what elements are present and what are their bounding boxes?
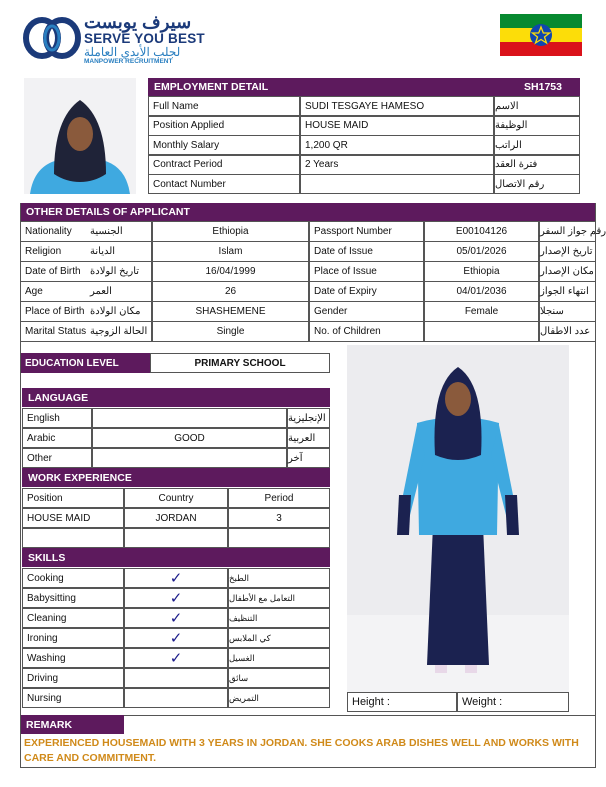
language-label-arabic: الإنجليزية <box>287 408 330 428</box>
other-value-2: Ethiopia <box>424 261 539 282</box>
skill-label-arabic: التنظيف <box>228 608 330 628</box>
other-label-arabic: الجنسية <box>90 221 152 242</box>
checkmark-icon: ✓ <box>169 610 183 627</box>
skill-label: Washing <box>22 648 124 668</box>
employment-label-arabic: فترة العقد <box>494 155 580 175</box>
employment-value <box>300 174 494 194</box>
employment-value: 1,200 QR <box>300 135 494 155</box>
checkmark-icon: ✓ <box>169 650 183 667</box>
skill-label: Cleaning <box>22 608 124 628</box>
employment-value: 2 Years <box>300 155 494 175</box>
skill-label: Ironing <box>22 628 124 648</box>
remark-text: EXPERIENCED HOUSEMAID WITH 3 YEARS IN JORDAN. SHE COOKS ARAB DISHES WELL AND WORKS WITH CARE AND COMMITMENT. <box>24 737 579 764</box>
skill-label-arabic: كي الملابس <box>228 628 330 648</box>
remark-title: REMARK <box>26 718 73 731</box>
other-label-arabic: العمر <box>90 281 152 302</box>
other-label-2-arabic: مكان الإصدار <box>539 261 596 282</box>
other-label-2-arabic: انتهاء الجواز <box>539 281 596 302</box>
work-experience-title: WORK EXPERIENCE <box>28 471 132 484</box>
other-value-2: E00104126 <box>424 221 539 242</box>
checkmark-icon: ✓ <box>169 590 183 607</box>
employment-label: Full Name <box>148 96 300 116</box>
checkmark-icon: ✓ <box>169 570 183 587</box>
other-value: 16/04/1999 <box>152 261 309 282</box>
other-label-arabic: الديانة <box>90 241 152 262</box>
education-level-value: PRIMARY SCHOOL <box>150 353 330 373</box>
other-value-2: 05/01/2026 <box>424 241 539 262</box>
other-label: Place of Birth <box>20 301 90 322</box>
logo-mark-icon <box>22 12 82 64</box>
other-label-2-arabic: تاريخ الإصدار <box>539 241 596 262</box>
employment-label-arabic: رقم الاتصال <box>494 174 580 194</box>
company-logo <box>22 12 212 67</box>
other-label-2-arabic: سنجلا <box>539 301 596 322</box>
height-field: Height : <box>347 692 457 712</box>
other-label: Religion <box>20 241 90 262</box>
employment-value: HOUSE MAID <box>300 116 494 136</box>
other-label: Date of Birth <box>20 261 90 282</box>
other-label-arabic: الحالة الزوجية <box>90 321 152 342</box>
language-label: Arabic <box>22 428 92 448</box>
other-label-2: No. of Children <box>309 321 424 342</box>
other-details-title: OTHER DETAILS OF APPLICANT <box>26 206 190 218</box>
skill-label-arabic: التمريض <box>228 688 330 708</box>
logo-subtitle: MANPOWER RECRUITMENT <box>84 58 173 65</box>
employment-detail-title: EMPLOYMENT DETAIL <box>154 81 269 93</box>
language-level: GOOD <box>92 428 287 448</box>
employment-label: Position Applied <box>148 116 300 136</box>
work-cell: HOUSE MAID <box>22 508 124 528</box>
ethiopia-flag-icon <box>500 14 582 56</box>
other-label-arabic: مكان الولادة <box>90 301 152 322</box>
checkmark-icon: ✓ <box>169 630 183 647</box>
employment-detail-header <box>148 78 580 96</box>
other-value-2: 04/01/2036 <box>424 281 539 302</box>
weight-field: Weight : <box>457 692 569 712</box>
work-cell: 3 <box>228 508 330 528</box>
other-label-2-arabic: عدد الاطفال <box>539 321 596 342</box>
other-label-2: Passport Number <box>309 221 424 242</box>
other-label-2: Date of Issue <box>309 241 424 262</box>
skill-label-arabic: التعامل مع الأطفال <box>228 588 330 608</box>
language-label-arabic: آخر <box>287 448 330 468</box>
language-title: LANGUAGE <box>28 391 89 404</box>
work-column-header: Period <box>228 488 330 508</box>
other-value: 26 <box>152 281 309 302</box>
skill-label: Babysitting <box>22 588 124 608</box>
skill-label-arabic: سائق <box>228 668 330 688</box>
employment-value: SUDI TESGAYE HAMESO <box>300 96 494 116</box>
logo-arabic: سيرف يوبست <box>84 12 192 32</box>
work-column-header: Position <box>22 488 124 508</box>
other-label-2: Place of Issue <box>309 261 424 282</box>
language-label: English <box>22 408 92 428</box>
other-value-2: Female <box>424 301 539 322</box>
language-label: Other <box>22 448 92 468</box>
work-cell: JORDAN <box>124 508 228 528</box>
reference-code: SH1753 <box>524 81 562 93</box>
skill-label: Driving <box>22 668 124 688</box>
employment-label-arabic: الوظيفة <box>494 116 580 136</box>
other-label: Marital Status <box>20 321 90 342</box>
other-label-arabic: تاريخ الولادة <box>90 261 152 282</box>
logo-arabic-sub: لجلب الأيدي العاملة <box>84 45 181 59</box>
other-label-2: Date of Expiry <box>309 281 424 302</box>
skill-label-arabic: الغسيل <box>228 648 330 668</box>
employment-label: Contact Number <box>148 174 300 194</box>
employment-label-arabic: الاسم <box>494 96 580 116</box>
skill-label-arabic: الطبخ <box>228 568 330 588</box>
work-column-header: Country <box>124 488 228 508</box>
employment-label: Contract Period <box>148 155 300 175</box>
skills-title: SKILLS <box>28 551 66 564</box>
other-label-2: Gender <box>309 301 424 322</box>
other-value: Islam <box>152 241 309 262</box>
other-label: Nationality <box>20 221 90 242</box>
other-label-2-arabic: رقم جواز السفر <box>539 221 596 242</box>
other-value: SHASHEMENE <box>152 301 309 322</box>
other-label: Age <box>20 281 90 302</box>
skill-label: Nursing <box>22 688 124 708</box>
other-value: Ethiopia <box>152 221 309 242</box>
portrait-photo <box>24 78 136 194</box>
logo-title: SERVE YOU BEST <box>84 31 205 46</box>
page-frame <box>20 203 596 768</box>
employment-label: Monthly Salary <box>148 135 300 155</box>
skill-label: Cooking <box>22 568 124 588</box>
language-label-arabic: العربية <box>287 428 330 448</box>
employment-label-arabic: الراتب <box>494 135 580 155</box>
education-level-label: EDUCATION LEVEL <box>20 353 150 373</box>
other-value: Single <box>152 321 309 342</box>
